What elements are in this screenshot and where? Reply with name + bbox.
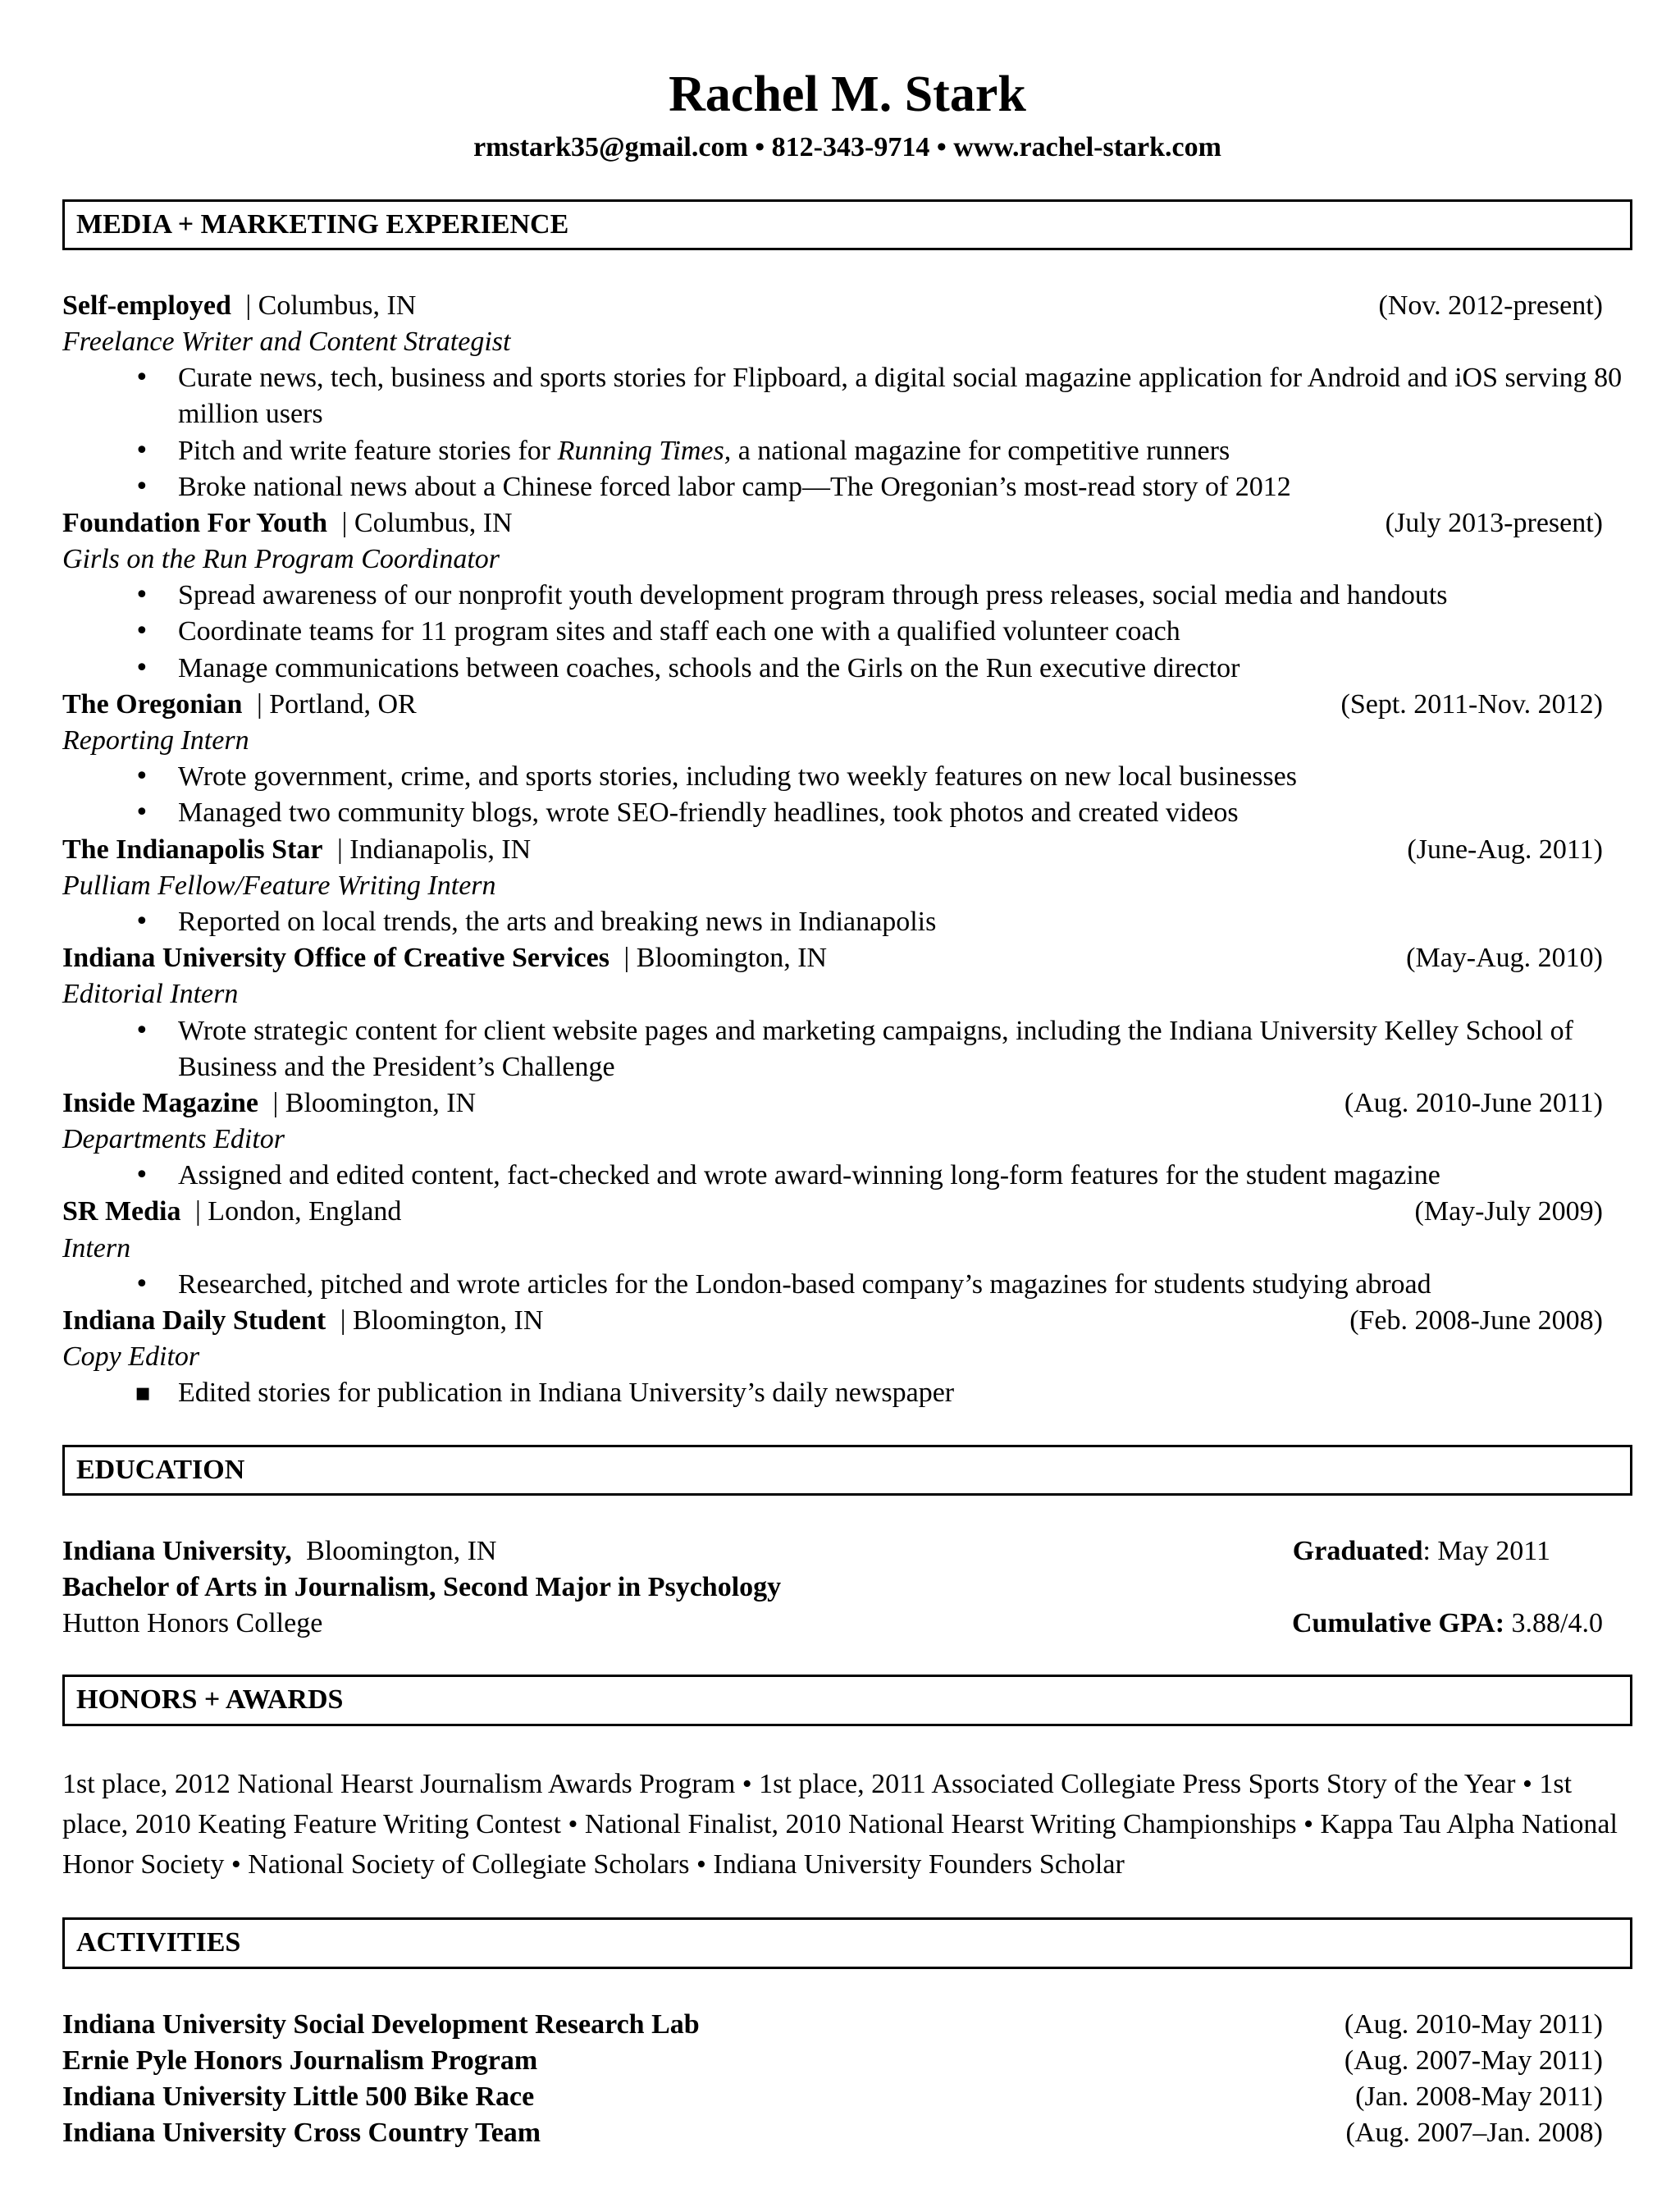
job-title-group — [62, 687, 417, 723]
employer-name: Indiana University Office of Creative Services — [62, 943, 609, 974]
job-header-line — [62, 1194, 1632, 1230]
activity-item — [62, 2007, 1632, 2043]
bullet-marker: • — [135, 617, 149, 647]
job-title-group — [62, 505, 513, 541]
bullet-text: Curate news, tech, business and sports stories for Flipboard, a digital social magazine application for Android and iOS serving 80 million users — [178, 363, 1623, 430]
degree-line: Bachelor of Arts in Journalism, Second Major in Psychology — [62, 1571, 782, 1602]
section-header-activities: ACTIVITIES — [62, 1917, 1632, 1968]
job-location: | Columbus, IN — [341, 507, 513, 538]
job-role: Editorial Intern — [62, 979, 239, 1010]
section-experience — [62, 199, 1632, 1412]
institution-location: Bloomington, IN — [306, 1535, 497, 1566]
contact-line: rmstark35@gmail.com • 812-343-9714 • www.rachel-stark.com — [473, 132, 1221, 163]
bullet-item — [135, 1013, 1632, 1085]
job-header-line — [62, 687, 1632, 723]
bullet-marker: • — [135, 653, 149, 683]
section-education — [62, 1445, 1632, 1643]
bullet-item — [135, 433, 1632, 469]
activity-item — [62, 2043, 1632, 2079]
job-header-line — [62, 940, 1632, 976]
bullet-item — [135, 469, 1632, 505]
bullet-text: Assigned and edited content, fact-checked and wrote award-winning long-form features for the student magazine — [178, 1160, 1440, 1191]
job-entry — [62, 505, 1632, 687]
job-header-line — [62, 505, 1632, 541]
bullet-item — [135, 795, 1632, 831]
job-location: | Portland, OR — [256, 688, 417, 720]
bullet-text: Manage communications between coaches, schools and the Girls on the Run executive director — [178, 652, 1240, 683]
bullet-marker: • — [135, 436, 149, 465]
job-dates: (July 2013-present) — [1385, 507, 1603, 538]
job-dates: (Nov. 2012-present) — [1378, 290, 1603, 321]
bullet-list — [135, 759, 1632, 831]
bullet-item — [135, 360, 1632, 432]
job-header-line — [62, 832, 1632, 868]
institution-group — [62, 1533, 496, 1570]
job-entry — [62, 687, 1632, 832]
bullet-text: Coordinate teams for 11 program sites and staff each one with a qualified volunteer coach — [178, 616, 1180, 647]
bullet-item — [135, 614, 1632, 650]
job-entry — [62, 832, 1632, 941]
graduated-label: Graduated — [1292, 1535, 1423, 1566]
bullet-item — [135, 1267, 1632, 1303]
graduation-info — [1293, 1533, 1632, 1570]
bullet-item — [135, 904, 1632, 940]
activity-dates: (Aug. 2007-May 2011) — [1344, 2045, 1603, 2076]
bullet-text: Managed two community blogs, wrote SEO-friendly headlines, took photos and created videos — [178, 797, 1239, 829]
bullet-item — [135, 1375, 1632, 1411]
bullet-marker: • — [135, 472, 149, 501]
employer-name: Inside Magazine — [62, 1087, 258, 1118]
bullet-text: Researched, pitched and wrote articles for the London-based company’s magazines for students studying abroad — [178, 1268, 1431, 1300]
activity-item — [62, 2079, 1632, 2115]
employer-name: Foundation For Youth — [62, 507, 328, 538]
job-title-group — [62, 940, 827, 976]
graduated-value: : May 2011 — [1422, 1535, 1550, 1566]
bullet-marker: • — [135, 798, 149, 828]
job-location: | Bloomington, IN — [340, 1305, 544, 1337]
job-title-group — [62, 288, 416, 324]
bullet-list — [135, 578, 1632, 687]
bullet-marker: ▪ — [135, 1378, 152, 1408]
job-title-group — [62, 1303, 543, 1339]
job-title-group — [62, 1194, 401, 1230]
bullet-list — [135, 360, 1632, 505]
section-header-education: EDUCATION — [62, 1445, 1632, 1496]
section-header-experience: MEDIA + MARKETING EXPERIENCE — [62, 199, 1632, 250]
employer-name: SR Media — [62, 1196, 181, 1227]
resume-header — [62, 64, 1632, 167]
bullet-marker: • — [135, 1161, 149, 1190]
section-honors — [62, 1675, 1632, 1885]
activity-name: Indiana University Little 500 Bike Race — [62, 2081, 535, 2112]
job-header-line — [62, 1303, 1632, 1339]
candidate-name: Rachel M. Stark — [669, 66, 1026, 122]
honors-paragraph: 1st place, 2012 National Hearst Journalism Awards Program • 1st place, 2011 Associated Collegiate Press Sports Story of the Year • 1st place, 2010 Keating Feature Writing Contest • National Finalist, 2010 National Hearst Writing Championships • Kappa Tau Alpha National Honor Society • National Society of Collegiate Scholars • Indiana University Founders Scholar — [62, 1768, 1618, 1880]
bullet-marker: • — [135, 1269, 149, 1299]
bullet-marker: • — [135, 363, 149, 393]
gpa-label: Cumulative GPA: — [1291, 1608, 1505, 1639]
bullet-text — [178, 433, 1632, 469]
employer-name: Self-employed — [62, 290, 231, 321]
activity-name: Indiana University Social Development Research Lab — [62, 2008, 700, 2040]
bullet-text: Broke national news about a Chinese forced labor camp—The Oregonian’s most-read story of 2012 — [178, 471, 1291, 502]
activity-name: Ernie Pyle Honors Journalism Program — [62, 2045, 538, 2076]
job-dates: (Aug. 2010-June 2011) — [1344, 1087, 1603, 1118]
bullet-item — [135, 578, 1632, 614]
education-line-honors — [62, 1606, 1632, 1642]
activity-dates: (Aug. 2007–Jan. 2008) — [1345, 2118, 1603, 2149]
employer-name: Indiana Daily Student — [62, 1305, 326, 1337]
bullet-text-part: Pitch and write feature stories for — [178, 435, 558, 466]
job-role: Departments Editor — [62, 1124, 285, 1155]
institution-name: Indiana University, — [62, 1535, 292, 1566]
bullet-list — [135, 904, 1632, 940]
job-entry — [62, 288, 1632, 505]
bullet-item — [135, 1158, 1632, 1194]
job-role: Copy Editor — [62, 1341, 200, 1373]
bullet-text: Spread awareness of our nonprofit youth development program through press releases, social media and handouts — [178, 580, 1448, 611]
job-role: Girls on the Run Program Coordinator — [62, 544, 500, 575]
bullet-marker: • — [135, 581, 149, 610]
bullet-item — [135, 651, 1632, 687]
job-location: | Bloomington, IN — [272, 1087, 477, 1118]
bullet-text: Reported on local trends, the arts and breaking news in Indianapolis — [178, 906, 937, 937]
job-entry — [62, 1194, 1632, 1303]
employer-name: The Oregonian — [62, 688, 243, 720]
job-role: Intern — [62, 1232, 131, 1263]
education-line-institution — [62, 1533, 1632, 1570]
bullet-text: Edited stories for publication in Indiana University’s daily newspaper — [178, 1378, 955, 1409]
job-dates: (Sept. 2011-Nov. 2012) — [1340, 688, 1603, 720]
bullet-marker: • — [135, 762, 149, 792]
job-location: | London, England — [195, 1196, 402, 1227]
bullet-list — [135, 1013, 1632, 1085]
activity-name: Indiana University Cross Country Team — [62, 2118, 541, 2149]
job-dates: (Feb. 2008-June 2008) — [1349, 1305, 1603, 1337]
job-role: Reporting Intern — [62, 725, 249, 756]
job-header-line — [62, 1085, 1632, 1122]
bullet-list — [135, 1267, 1632, 1303]
bullet-list — [135, 1158, 1632, 1194]
job-dates: (June-Aug. 2011) — [1407, 834, 1603, 865]
activity-dates: (Jan. 2008-May 2011) — [1355, 2081, 1603, 2112]
gpa-info — [1292, 1606, 1632, 1642]
activity-dates: (Aug. 2010-May 2011) — [1344, 2008, 1603, 2040]
job-location: | Indianapolis, IN — [336, 834, 532, 865]
job-dates: (May-July 2009) — [1414, 1196, 1603, 1227]
job-title-group — [62, 832, 531, 868]
bullet-text-part: a national magazine for competitive runners — [731, 435, 1230, 466]
section-activities — [62, 1917, 1632, 2151]
job-dates: (May-Aug. 2010) — [1406, 943, 1603, 974]
job-location: | Bloomington, IN — [623, 943, 828, 974]
bullet-marker: • — [135, 907, 149, 936]
activity-item — [62, 2115, 1632, 2151]
job-entry — [62, 1085, 1632, 1195]
honors-college: Hutton Honors College — [62, 1608, 323, 1639]
job-header-line — [62, 288, 1632, 324]
section-header-honors: HONORS + AWARDS — [62, 1675, 1632, 1725]
job-role: Pulliam Fellow/Feature Writing Intern — [62, 870, 496, 901]
bullet-text: Wrote strategic content for client website pages and marketing campaigns, including the Indiana University Kelley School of Business and the President’s Challenge — [178, 1015, 1573, 1082]
bullet-marker: • — [135, 1016, 149, 1045]
bullet-item — [135, 759, 1632, 795]
job-role: Freelance Writer and Content Strategist — [62, 326, 511, 357]
job-title-group — [62, 1085, 476, 1122]
gpa-value: 3.88/4.0 — [1504, 1608, 1603, 1639]
bullet-text-italic: Running Times, — [557, 435, 732, 466]
job-entry — [62, 940, 1632, 1085]
job-entry — [62, 1303, 1632, 1412]
employer-name: The Indianapolis Star — [62, 834, 323, 865]
bullet-text: Wrote government, crime, and sports stories, including two weekly features on new local businesses — [178, 761, 1297, 793]
job-location: | Columbus, IN — [245, 290, 417, 321]
bullet-list — [135, 1375, 1632, 1411]
